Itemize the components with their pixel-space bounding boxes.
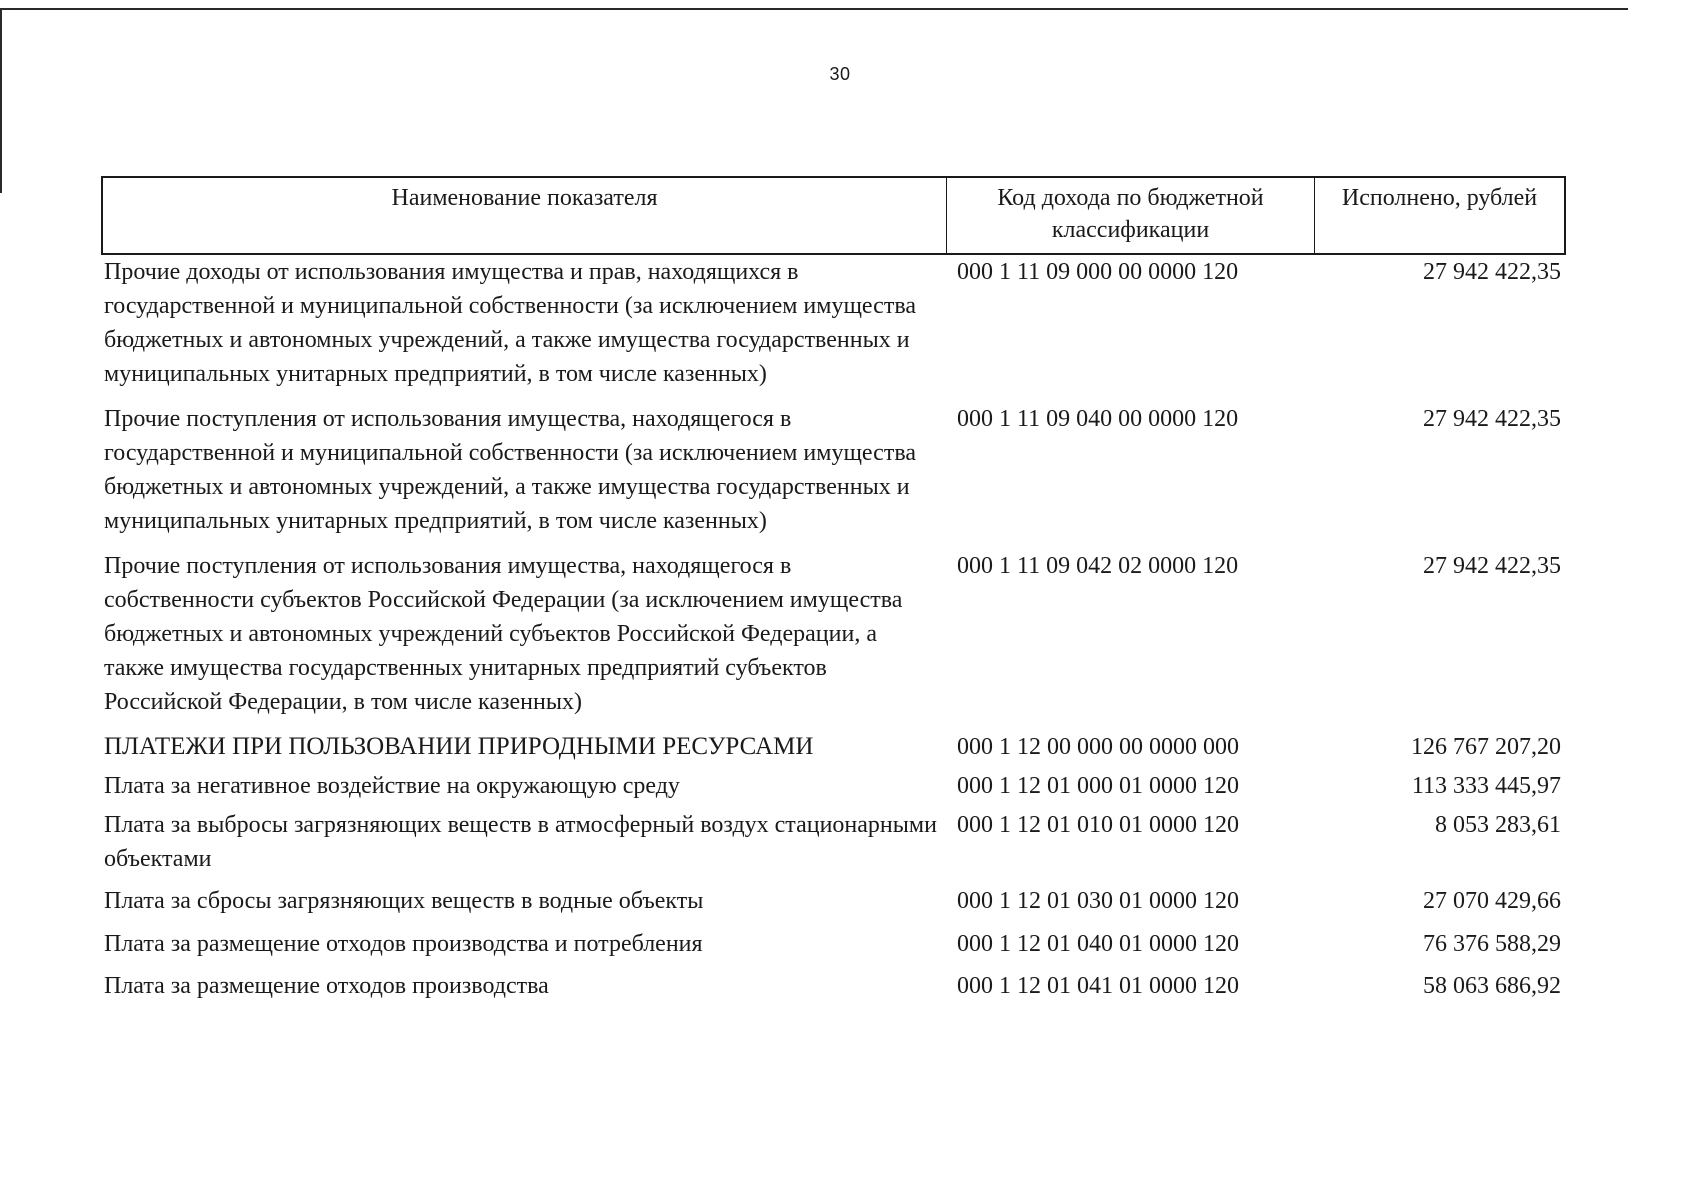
header-name: Наименование показателя (103, 178, 947, 253)
row-name: ПЛАТЕЖИ ПРИ ПОЛЬЗОВАНИИ ПРИРОДНЫМИ РЕСУРСАМИ (104, 733, 814, 760)
row-name: Плата за сбросы загрязняющих веществ в водные объекты (104, 888, 704, 914)
table-row (104, 769, 1564, 803)
table-row (104, 255, 1564, 391)
table-row (104, 927, 1564, 961)
table-row (104, 808, 1564, 876)
scan-border-top (0, 8, 1628, 10)
row-name: Плата за выбросы загрязняющих веществ в атмосферный воздух стационарными объектами (104, 812, 937, 872)
row-code: 000 1 12 01 010 01 0000 120 (957, 812, 1239, 838)
row-name: Прочие доходы от использования имущества и прав, находящихся в государственной и муниципальной собственности (за исключением имущества бюджетных и автономных учреждений, а также имущества государственных и муниципальных унитарных предприятий, в том числе казенных) (104, 259, 916, 387)
scan-border-left (0, 8, 2, 193)
table-row (104, 549, 1564, 719)
row-value: 8 053 283,61 (1435, 812, 1561, 838)
row-code: 000 1 11 09 040 00 0000 120 (957, 406, 1239, 432)
table-body (104, 255, 1564, 1003)
row-name: Прочие поступления от использования имущества, находящегося в собственности субъектов Российской Федерации (за исключением имущества бюджетных и автономных учреждений субъектов Российской Федерации, а также имущества государственных унитарных предприятий субъектов Российской Федерации, в том числе казенных) (104, 553, 903, 715)
row-value: 58 063 686,92 (1423, 973, 1561, 999)
row-code: 000 1 12 01 040 01 0000 120 (957, 931, 1239, 957)
row-value: 27 942 422,35 (1423, 406, 1561, 432)
table-row (104, 884, 1564, 918)
row-value: 76 376 588,29 (1423, 931, 1561, 957)
table-row (104, 402, 1564, 538)
row-value: 113 333 445,97 (1411, 773, 1561, 799)
row-value: 27 942 422,35 (1423, 259, 1561, 285)
table-row (104, 969, 1564, 1003)
row-code: 000 1 11 09 000 00 0000 120 (957, 259, 1239, 285)
row-name: Прочие поступления от использования имущества, находящегося в государственной и муниципальной собственности (за исключением имущества бюджетных и автономных учреждений, а также имущества государственных и муниципальных унитарных предприятий, в том числе казенных) (104, 406, 916, 534)
row-code: 000 1 12 01 030 01 0000 120 (957, 888, 1239, 914)
row-value: 27 942 422,35 (1423, 553, 1561, 579)
row-name: Плата за негативное воздействие на окружающую среду (104, 773, 680, 799)
row-name: Плата за размещение отходов производства (104, 973, 549, 999)
header-code: Код дохода по бюджетной классификации (947, 178, 1315, 253)
table-header (101, 176, 1566, 255)
header-value: Исполнено, рублей (1341, 185, 1538, 211)
row-code: 000 1 11 09 042 02 0000 120 (957, 553, 1239, 579)
row-value: 27 070 429,66 (1423, 888, 1561, 914)
row-name: Плата за размещение отходов производства и потребления (104, 931, 703, 957)
page-number: 30 (829, 64, 851, 84)
table-row-section (104, 730, 1564, 764)
row-code: 000 1 12 01 041 01 0000 120 (957, 973, 1239, 999)
row-value: 126 767 207,20 (1411, 734, 1561, 760)
row-code: 000 1 12 00 000 00 0000 000 (957, 734, 1239, 760)
row-code: 000 1 12 01 000 01 0000 120 (957, 773, 1239, 799)
